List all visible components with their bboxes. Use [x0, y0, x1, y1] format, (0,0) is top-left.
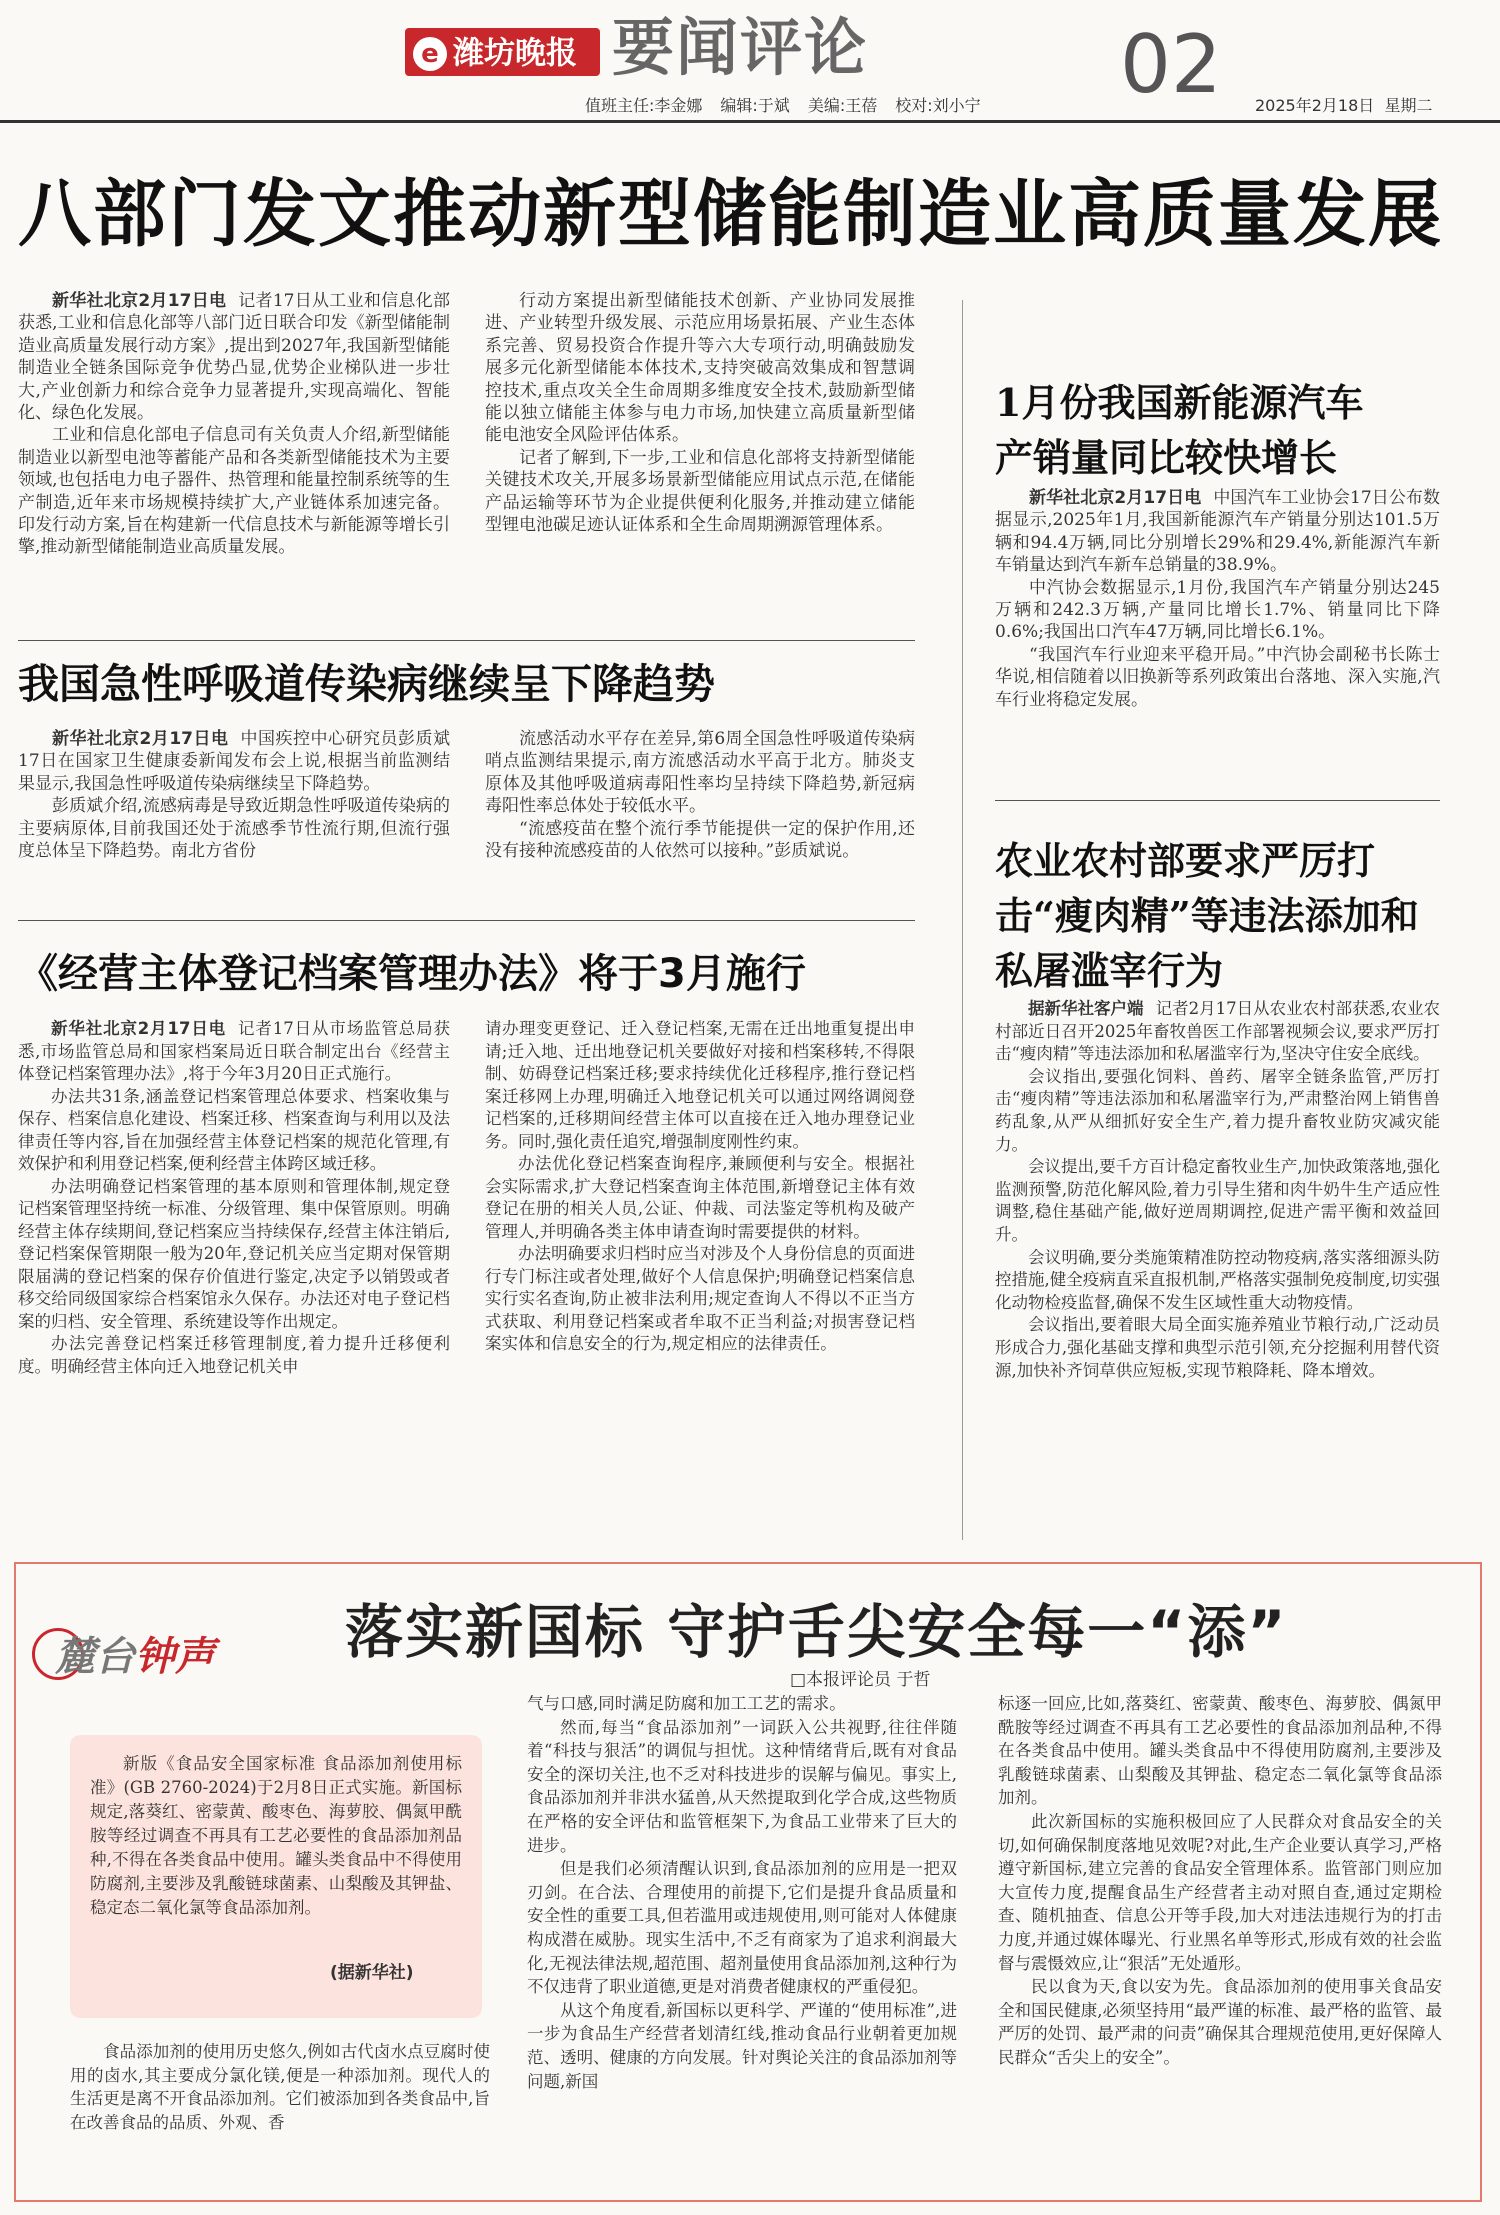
main-story-col2: 行动方案提出新型储能技术创新、产业协同发展推进、产业转型升级发展、示范应用场景拓展、产业生态体系完善、贸易投资合作提升等六大专项行动,明确鼓励发展多元化新型储能本体技术,支持突破高效集成和智慧调控技术,重点攻关全生命周期多维度安全技术,鼓励新型储能以独立储能主体参与电力市场,加快建立高质量新型储能电池安全风险评估体系。 记者了解到,下一步,工业和信息化部将支持新型储能关键技术攻关,开展多场景新型储能应用试点示范,在储能产品运输等环节为企业提供便利化服务,并推动建立储能型锂电池碳足迹认证体系和全生命周期溯源管理体系。 — [485, 291, 915, 536]
archive-story-col1: 新华社北京2月17日电 记者17日从市场监管总局获悉,市场监管总局和国家档案局近日联合制定出台《经营主体登记档案管理办法》,将于今年3月20日正式施行。 办法共31条,涵盖登记档案管理总体要求、档案收集与保存、档案信息化建设、档案迁移、档案查询与利用以及法律责任等内容,旨在加强经营主体登记档案的规范化管理,有效保护和利用登记档案,便利经营主体跨区域迁移。 办法明确登记档案管理的基本原则和管理体制,规定登记档案管理坚持统一标准、分级管理、集中保管原则。明确经营主体存续期间,登记档案应当持续保存,经营主体注销后,登记档案保管期限一般为20年,登记机关应当定期对保管期限届满的登记档案的保存价值进行鉴定,决定予以销毁或者移交给同级国家综合档案馆永久保存。办法还对电子登记档案的归档、安全管理、系统建设等作出规定。 办法完善登记档案迁移管理制度,着力提升迁移便利度。明确经营主体向迁入地登记机关申 — [18, 1019, 450, 1376]
sidebar-source: (据新华社) — [330, 1963, 414, 1983]
column-divider — [962, 300, 963, 1540]
divider — [18, 640, 915, 641]
page-number: 02 — [1120, 18, 1222, 111]
flu-story-col2: 流感活动水平存在差异,第6周全国急性呼吸道传染病哨点监测结果提示,南方流感活动水平高于北方。肺炎支原体及其他呼吸道病毒阳性率均呈持续下降趋势,新冠病毒阳性率总体处于较低水平。 “流感疫苗在整个流行季节能提供一定的保护作用,还没有接种流感疫苗的人依然可以接种。”彭质斌说。 — [485, 729, 915, 862]
masthead-divider — [0, 120, 1500, 123]
commentary-byline: □本报评论员 于哲 — [790, 1670, 931, 1690]
staff-credit: 校对:刘小宁 — [895, 96, 981, 115]
column-name: 麓台钟声 — [55, 1634, 215, 1680]
divider — [995, 800, 1440, 801]
staff-credits — [585, 93, 999, 116]
newspaper-logo: e 潍坊晚报 — [405, 28, 600, 76]
logo-mark-icon: e — [413, 37, 447, 71]
archive-headline: 《经营主体登记档案管理办法》将于3月施行 — [18, 951, 806, 997]
auto-headline: 1月份我国新能源汽车产销量同比较快增长 — [995, 380, 1364, 480]
staff-credit: 美编:王蓓 — [807, 96, 878, 115]
flu-story-col1: 新华社北京2月17日电 中国疾控中心研究员彭质斌17日在国家卫生健康委新闻发布会上说,根据当前监测结果显示,我国急性呼吸道传染病继续呈下降趋势。 彭质斌介绍,流感病毒是导致近期急性呼吸道传染病的主要病原体,目前我国还处于流感季节性流行期,但流行强度总体呈下降趋势。南北方省份 — [18, 729, 450, 862]
commentary-col2: 气与口感,同时满足防腐和加工工艺的需求。 然而,每当“食品添加剂”一词跃入公共视野,往往伴随着“科技与狠活”的调侃与担忧。这种情绪背后,既有对食品安全的深切关注,也不乏对科技进步的误解与偏见。事实上,食品添加剂并非洪水猛兽,从天然提取到化学合成,这些物质在严格的安全评估和监管框架下,为食品工业带来了巨大的进步。 但是我们必须清醒认识到,食品添加剂的应用是一把双刃剑。在合法、合理使用的前提下,它们是提升食品质量和安全性的重要工具,但若滥用或违规使用,则可能对人体健康构成潜在威胁。现实生活中,不乏有商家为了追求利润最大化,无视法律法规,超范围、超剂量使用食品添加剂,这种行为不仅违背了职业道德,更是对消费者健康权的严重侵犯。 从这个角度看,新国标以更科学、严谨的“使用标准”,进一步为食品生产经营者划清红线,推动食品行业朝着更加规范、透明、健康的方向发展。针对舆论关注的食品添加剂等问题,新国 — [527, 1694, 957, 2091]
archive-story-col2: 请办理变更登记、迁入登记档案,无需在迁出地重复提出申请;迁入地、迁出地登记机关要做好对接和档案移转,不得限制、妨碍登记档案迁移;要求持续优化迁移程序,推行登记档案迁移网上办理,明确迁入地登记机关可以通过网络调阅登记档案的,迁移期间经营主体可以直接在迁入地办理登记业务。同时,强化责任追究,增强制度刚性约束。 办法优化登记档案查询程序,兼顾便利与安全。根据社会实际需求,扩大登记档案查询主体范围,新增登记主体有效登记在册的相关人员,公证、仲裁、司法鉴定等机构及破产管理人,并明确各类主体申请查询时需要提供的材料。 办法明确要求归档时应当对涉及个人身份信息的页面进行专门标注或者处理,做好个人信息保护;明确登记档案信息实行实名查询,防止被非法利用;规定查询人不得以不正当方式获取、利用登记档案或者牟取不正当利益;对损害登记档案实体和信息安全的行为,规定相应的法律责任。 — [485, 1019, 915, 1353]
main-story-col1: 新华社北京2月17日电 记者17日从工业和信息化部获悉,工业和信息化部等八部门近日联合印发《新型储能制造业高质量发展行动方案》,提出到2027年,我国新型储能制造业全链条国际竞争优势凸显,优势企业梯队进一步壮大,产业创新力和综合竞争力显著提升,实现高端化、智能化、绿色化发展。 工业和信息化部电子信息司有关负责人介绍,新型储能制造业以新型电池等蓄能产品和各类新型储能技术为主要领域,也包括电力电子器件、热管理和能量控制系统等的生产制造,近年来市场规模持续扩大,产业链体系加速完备。印发行动方案,旨在构建新一代信息技术与新能源等增长引擎,推动新型储能制造业高质量发展。 — [18, 291, 450, 558]
issue-date: 2025年2月18日 星期二 — [1255, 96, 1433, 115]
auto-story: 新华社北京2月17日电 中国汽车工业协会17日公布数据显示,2025年1月,我国新能源汽车产销量分别达101.5万辆和94.4万辆,同比分别增长29%和29.4%,新能源汽车新车销量达到汽车新车总销量的38.9%。 中汽协会数据显示,1月份,我国汽车产销量分别达245万辆和242.3万辆,产量同比增长1.7%、销量同比下降0.6%;我国出口汽车47万辆,同比增长6.1%。 “我国汽车行业迎来平稳开局。”中汽协会副秘书长陈士华说,相信随着以旧换新等系列政策出台落地、深入实施,汽车行业将稳定发展。 — [995, 488, 1440, 710]
agri-headline: 农业农村部要求严厉打击“瘦肉精”等违法添加和私屠滥宰行为 — [995, 838, 1419, 993]
flu-headline: 我国急性呼吸道传染病继续呈下降趋势 — [18, 660, 715, 708]
commentary-col3: 标逐一回应,比如,落葵红、密蒙黄、酸枣色、海萝胶、偶氮甲酰胺等经过调查不再具有工艺必要性的食品添加剂品种,不得在各类食品中使用。罐头类食品中不得使用防腐剂,主要涉及乳酸链球菌素、山梨酸及其钾盐、稳定态二氧化氯等食品添加剂。 此次新国标的实施积极回应了人民群众对食品安全的关切,如何确保制度落地见效呢?对此,生产企业要认真学习,严格遵守新国标,建立完善的食品安全管理体系。监管部门则应加大宣传力度,提醒食品生产经营者主动对照自查,通过定期检查、随机抽查、信息公开等手段,加大对违法违规行为的打击力度,并通过媒体曝光、行业黑名单等形式,形成有效的社会监督与震慑效应,让“狠活”无处遁形。 民以食为天,食以安为先。食品添加剂的使用事关食品安全和国民健康,必须坚持用“最严谨的标准、最严格的监管、最严厉的处罚、最严肃的问责”确保其合理规范使用,更好保障人民群众“舌尖上的安全”。 — [998, 1694, 1442, 2067]
staff-credit: 值班主任:李金娜 — [585, 96, 703, 115]
staff-credit: 编辑:于斌 — [720, 96, 790, 115]
divider — [18, 920, 915, 921]
sidebar-text: 新版《食品安全国家标准 食品添加剂使用标准》(GB 2760-2024)于2月8日正式实施。新国标规定,落葵红、密蒙黄、酸枣色、海萝胶、偶氮甲酰胺等经过调查不再具有工艺必要性的食品添加剂品种,不得在各类食品中使用。罐头类食品中不得使用防腐剂,主要涉及乳酸链球菌素、山梨酸及其钾盐、稳定态二氧化氯等食品添加剂。 — [90, 1754, 462, 1917]
agri-story: 据新华社客户端 记者2月17日从农业农村部获悉,农业农村部近日召开2025年畜牧兽医工作部署视频会议,要求严厉打击“瘦肉精”等违法添加和私屠滥宰行为,坚决守住安全底线。 会议指出,要强化饲料、兽药、屠宰全链条监管,严厉打击“瘦肉精”等违法添加和私屠滥宰行为,严肃整治网上销售兽药乱象,从严从细抓好安全生产,着力提升畜牧业防灾减灾能力。 会议提出,要千方百计稳定畜牧业生产,加快政策落地,强化监测预警,防范化解风险,着力引导生猪和肉牛奶牛生产适应性调整,稳住基础产能,做好逆周期调控,促进产需平衡和效益回升。 会议明确,要分类施策精准防控动物疫病,落实落细源头防控措施,健全疫病直采直报机制,严格落实强制免疫制度,切实强化动物检疫监督,确保不发生区域性重大动物疫情。 会议指出,要着眼大局全面实施养殖业节粮行动,广泛动员形成合力,强化基础支撑和典型示范引领,充分挖掘利用替代资源,加快补齐饲草供应短板,实现节粮降耗、降本增效。 — [995, 999, 1440, 1380]
commentary-headline: 落实新国标 守护舌尖安全每一“添” — [345, 1598, 1288, 1666]
main-headline: 八部门发文推动新型储能制造业高质量发展 — [18, 172, 1443, 257]
commentary-col1: 食品添加剂的使用历史悠久,例如古代卤水点豆腐时使用的卤水,其主要成分氯化镁,便是一种添加剂。现代人的生活更是离不开食品添加剂。它们被添加到各类食品中,旨在改善食品的品质、外观、香 — [70, 2042, 490, 2132]
section-title: 要闻评论 — [612, 11, 869, 84]
